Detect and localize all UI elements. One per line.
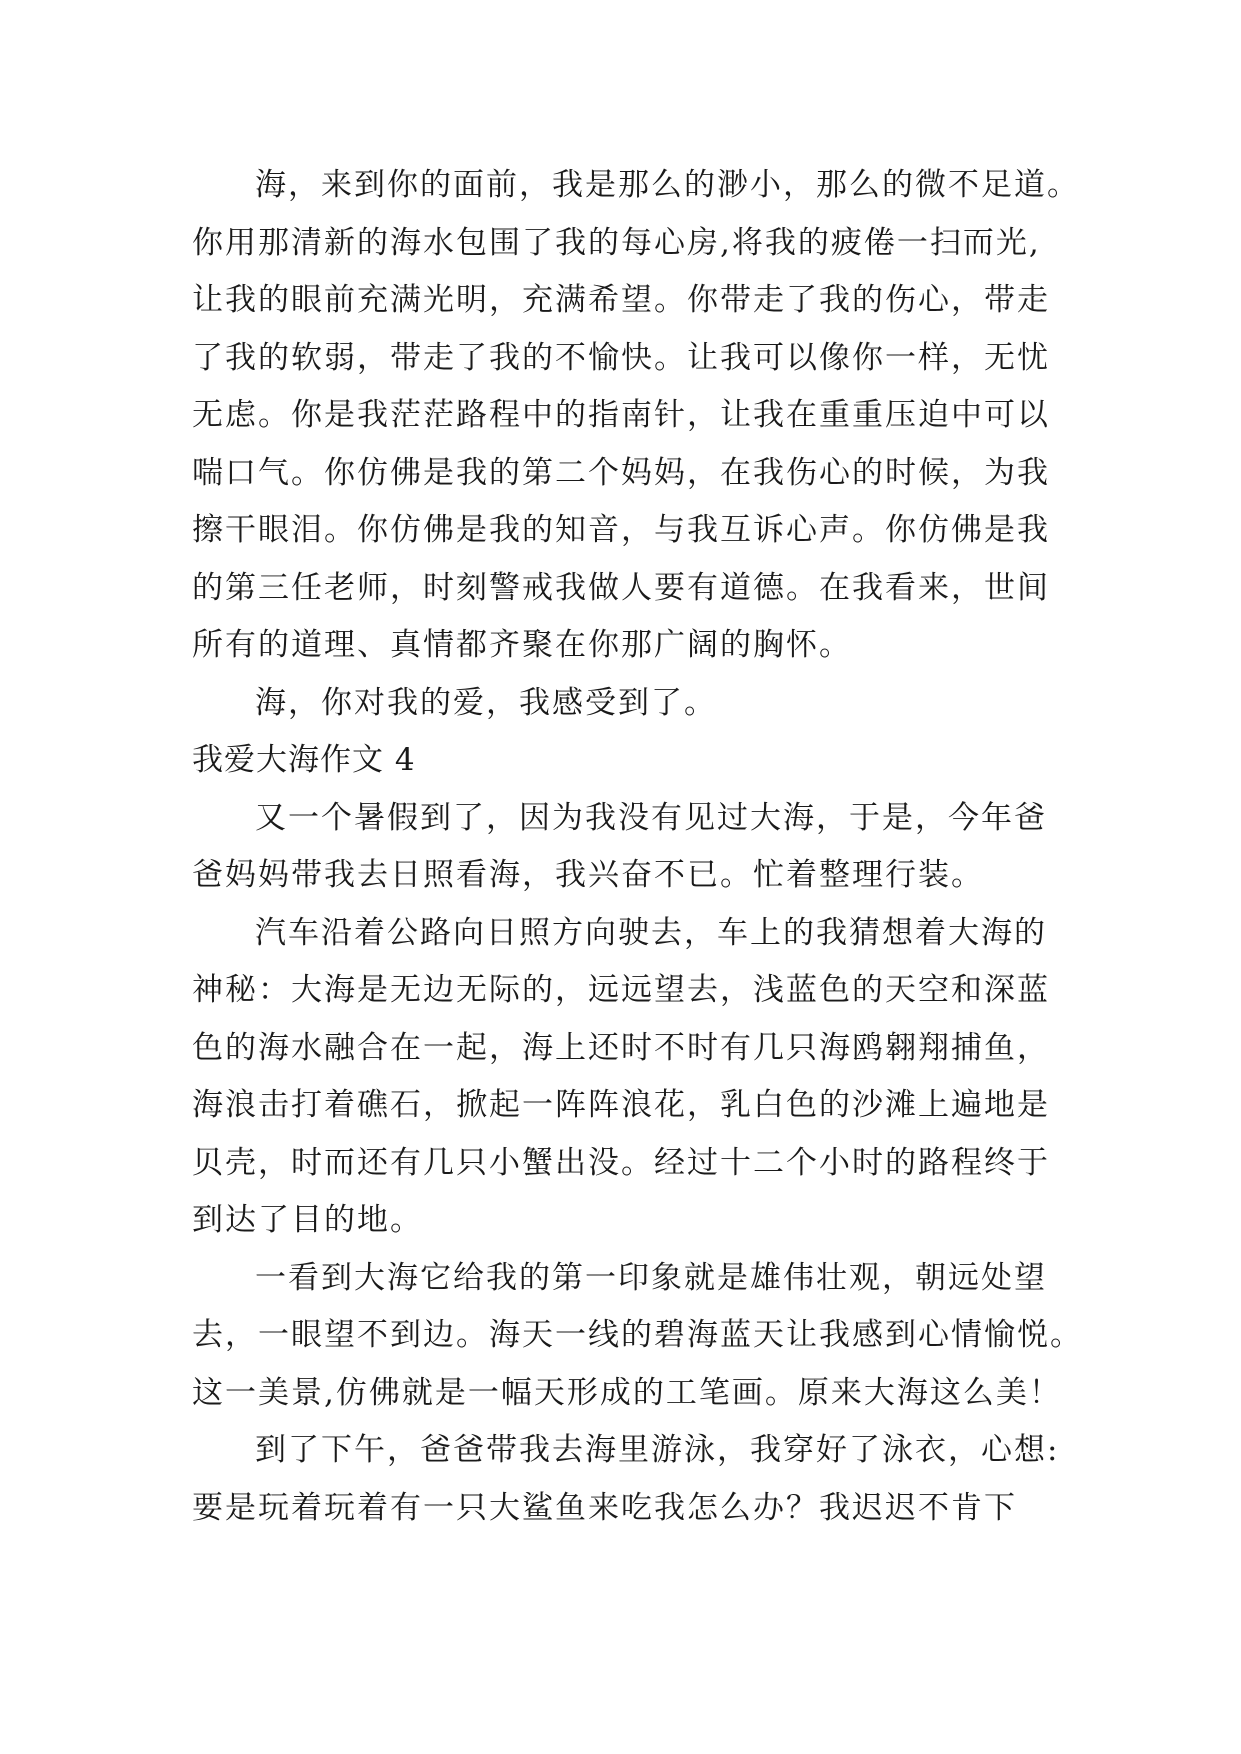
paragraph-line: 到达了目的地。 (192, 1202, 423, 1238)
paragraph-line: 了我的软弱，带走了我的不愉快。让我可以像你一样，无忧 (192, 340, 1050, 376)
paragraph-line: 你用那清新的海水包围了我的每心房,将我的疲倦一扫而光, (192, 225, 1041, 261)
paragraph-line: 汽车沿着公路向日照方向驶去，车上的我猜想着大海的 (255, 915, 1047, 951)
paragraph-line: 爸妈妈带我去日照看海，我兴奋不已。忙着整理行装。 (192, 857, 984, 893)
paragraph-line: 海，来到你的面前，我是那么的渺小，那么的微不足道。 (255, 167, 1080, 203)
paragraph-line: 的第三任老师，时刻警戒我做人要有道德。在我看来，世间 (192, 570, 1050, 606)
paragraph-line: 贝壳，时而还有几只小蟹出没。经过十二个小时的路程终于 (192, 1145, 1050, 1181)
paragraph-line: 让我的眼前充满光明，充满希望。你带走了我的伤心，带走 (192, 282, 1050, 318)
paragraph-line: 海浪击打着礁石，掀起一阵阵浪花，乳白色的沙滩上遍地是 (192, 1087, 1050, 1123)
paragraph-line: 无虑。你是我茫茫路程中的指南针，让我在重重压迫中可以 (192, 397, 1050, 433)
paragraph-line: 这一美景,仿佛就是一幅天形成的工笔画。原来大海这么美！ (192, 1375, 1062, 1411)
paragraph-line: 所有的道理、真情都齐聚在你那广阔的胸怀。 (192, 627, 852, 663)
paragraph-line: 色的海水融合在一起，海上还时不时有几只海鸥翱翔捕鱼， (192, 1030, 1050, 1066)
paragraph-line: 擦干眼泪。你仿佛是我的知音，与我互诉心声。你仿佛是我 (192, 512, 1050, 548)
paragraph-line: 要是玩着玩着有一只大鲨鱼来吃我怎么办？我迟迟不肯下 (192, 1490, 1017, 1526)
paragraph-line: 海，你对我的爱，我感受到了。 (255, 685, 717, 721)
paragraph-line: 又一个暑假到了，因为我没有见过大海，于是，今年爸 (255, 800, 1047, 836)
paragraph-line: 一看到大海它给我的第一印象就是雄伟壮观，朝远处望 (255, 1260, 1047, 1296)
paragraph-line: 喘口气。你仿佛是我的第二个妈妈，在我伤心的时候，为我 (192, 455, 1050, 491)
paragraph-line: 到了下午，爸爸带我去海里游泳，我穿好了泳衣，心想: (255, 1432, 1060, 1468)
paragraph-line: 神秘：大海是无边无际的，远远望去，浅蓝色的天空和深蓝 (192, 972, 1050, 1008)
section-heading: 我爱大海作文 4 (192, 742, 416, 778)
paragraph-line: 去，一眼望不到边。海天一线的碧海蓝天让我感到心情愉悦。 (192, 1317, 1083, 1353)
